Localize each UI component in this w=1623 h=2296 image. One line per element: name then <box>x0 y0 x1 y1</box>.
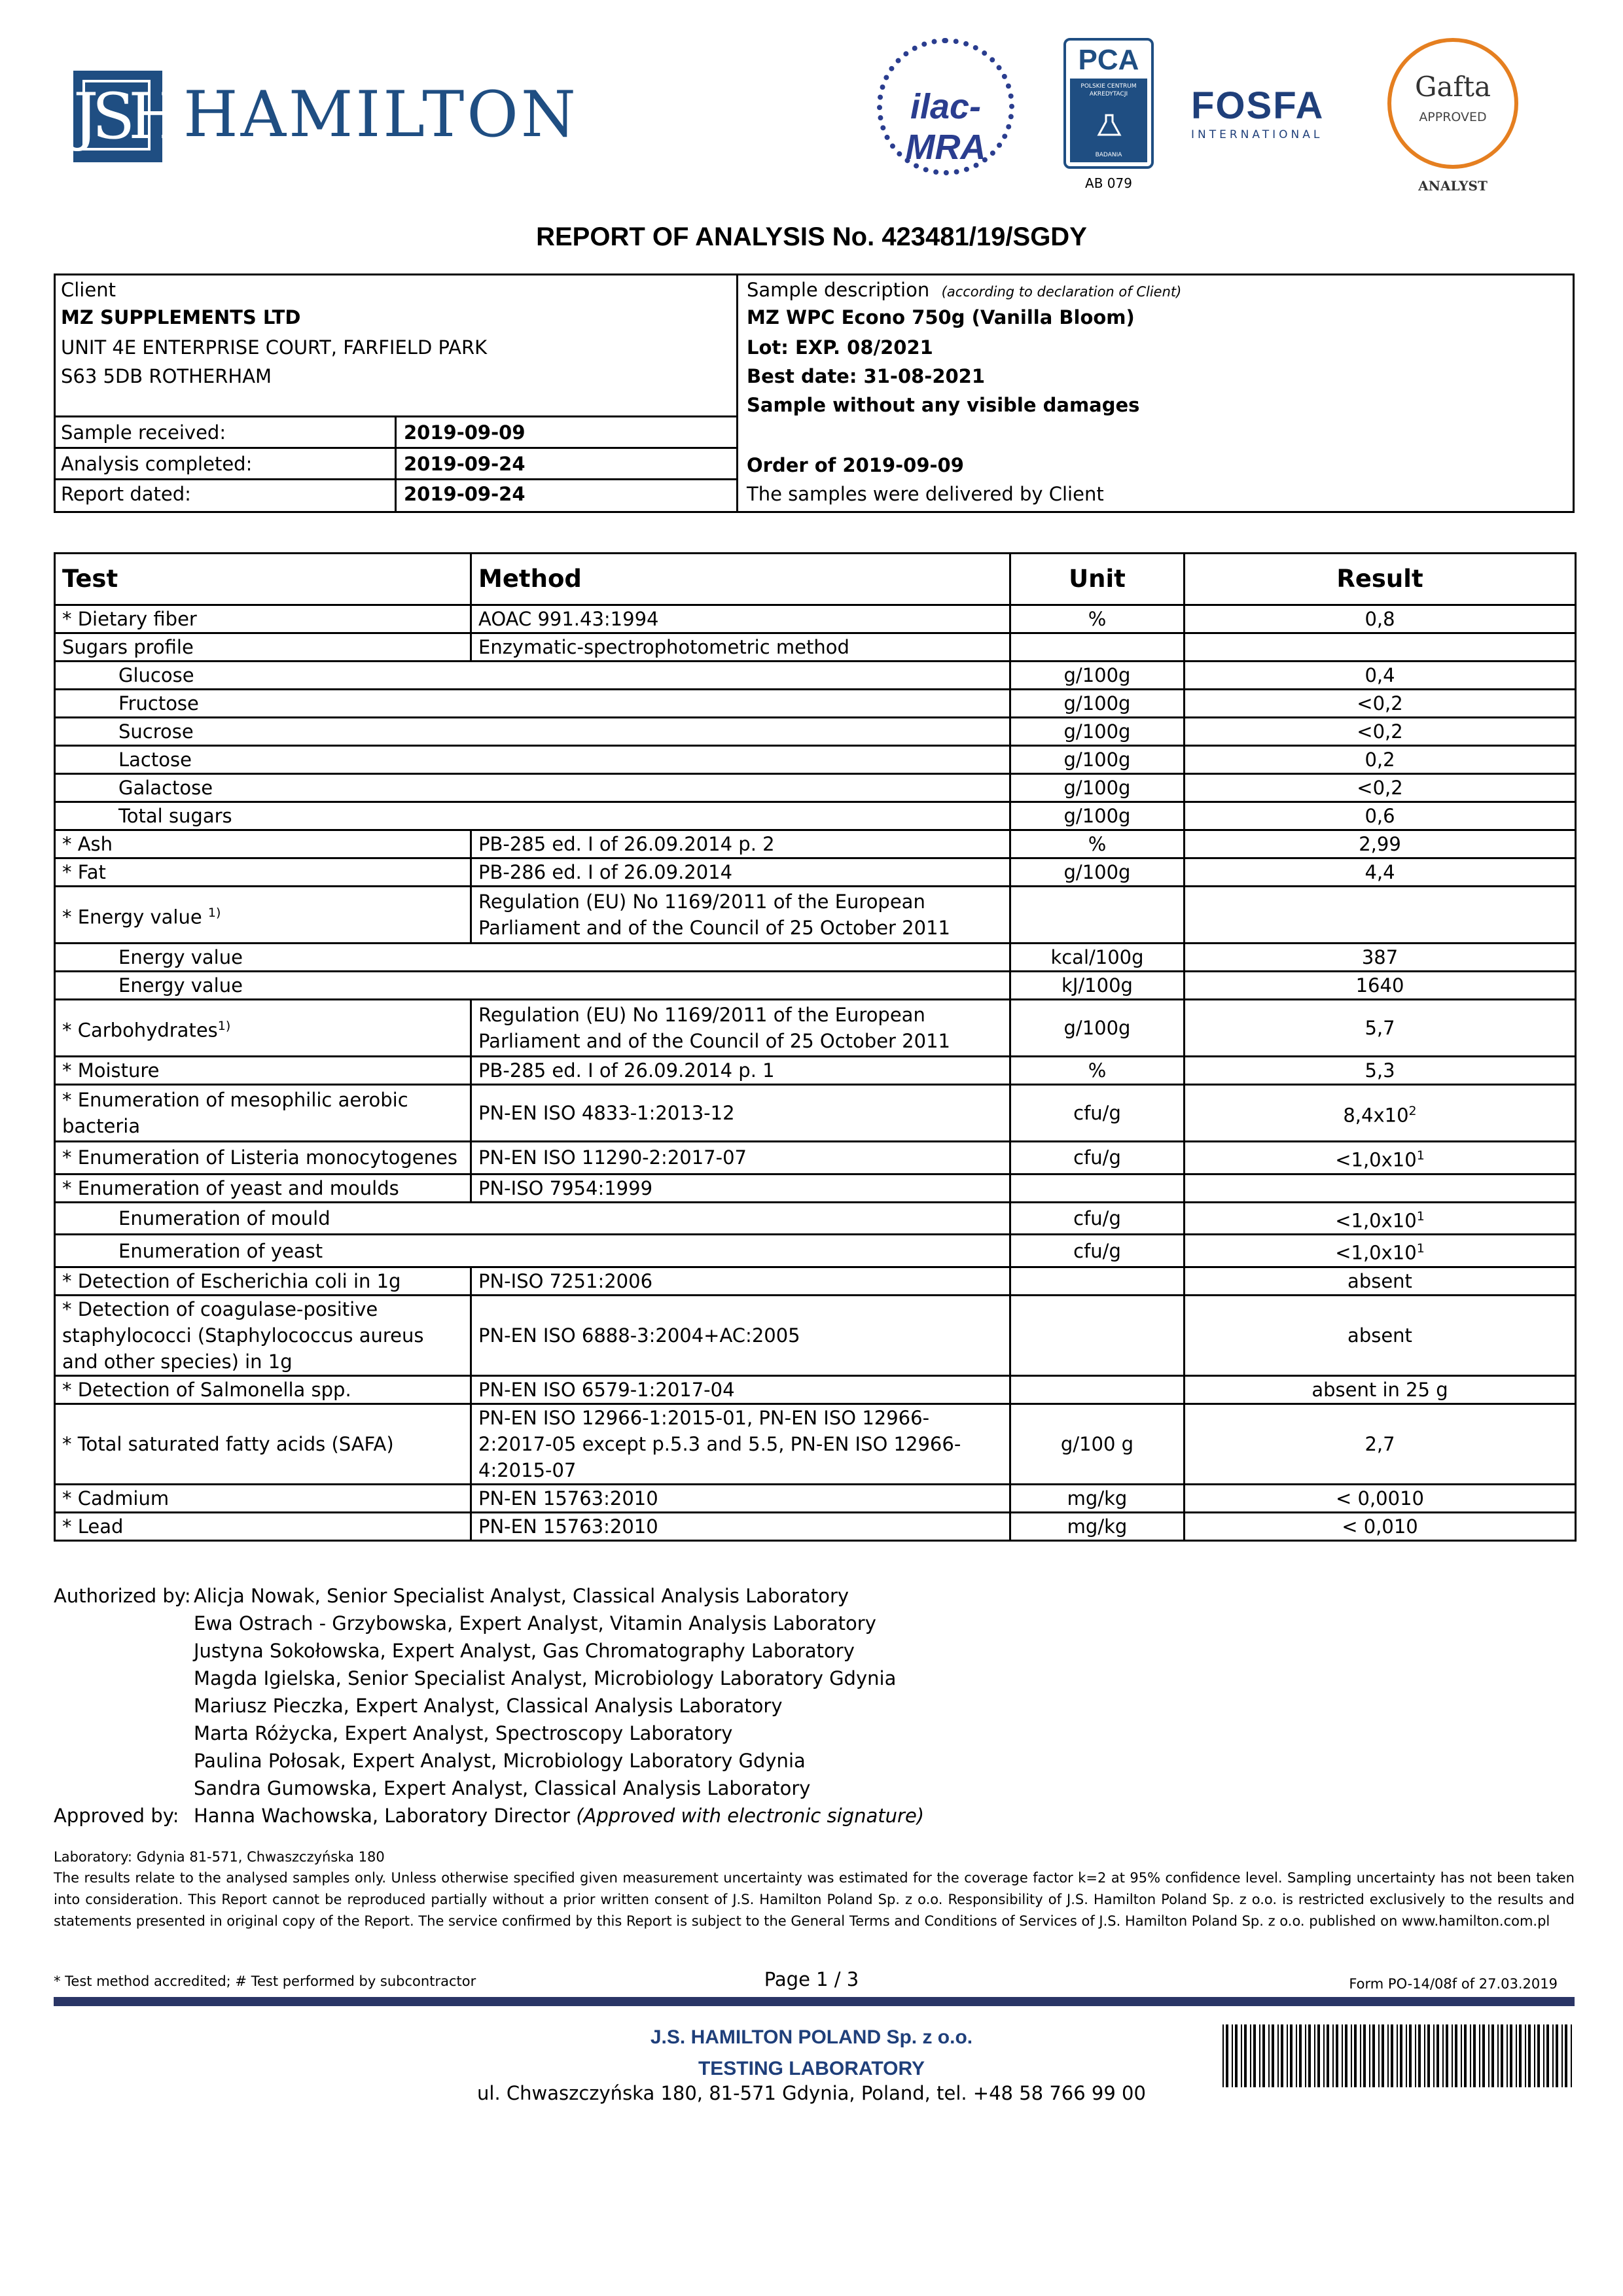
sample-lot: Lot: EXP. 08/2021 <box>747 336 933 359</box>
table-row <box>55 1512 1576 1540</box>
barcode-bar <box>1406 2024 1407 2087</box>
cell-method: PN-EN ISO 4833-1:2013-12 <box>471 1085 1010 1142</box>
barcode-bar <box>1464 2024 1467 2087</box>
authorized-label: Authorized by: <box>54 1585 191 1607</box>
authorized-person: Paulina Połosak, Expert Analyst, Microbiology Laboratory Gdynia <box>194 1750 806 1772</box>
barcode-bar <box>1391 2024 1393 2087</box>
barcode-bar <box>1305 2024 1306 2087</box>
cell-test: Enumeration of yeast <box>55 1235 1010 1267</box>
hamilton-logo <box>73 71 177 162</box>
cell-method: Enzymatic-spectrophotometric method <box>471 633 1010 662</box>
table-row <box>55 1142 1576 1174</box>
cell-unit: mg/kg <box>1010 1484 1185 1512</box>
cell-test: Enumeration of mould <box>55 1202 1010 1235</box>
cell-method: PN-EN ISO 6579-1:2017-04 <box>471 1375 1010 1404</box>
barcode-bar <box>1332 2024 1334 2087</box>
sample-note: (according to declaration of Client) <box>941 284 1182 300</box>
table-row <box>55 1174 1576 1202</box>
cell-unit: cfu/g <box>1010 1085 1185 1142</box>
barcode-bar <box>1546 2024 1549 2087</box>
barcode-bar <box>1226 2024 1228 2087</box>
cell-method: PN-EN 15763:2010 <box>471 1484 1010 1512</box>
barcode-bar <box>1442 2024 1444 2087</box>
pca-logo <box>1063 38 1154 169</box>
cell-test: * Enumeration of yeast and moulds <box>55 1174 471 1202</box>
barcode-bar <box>1259 2024 1260 2087</box>
barcode-bar <box>1253 2024 1256 2087</box>
barcode-bar <box>1433 2024 1435 2087</box>
barcode-bar <box>1372 2024 1375 2087</box>
authorized-person: Mariusz Pieczka, Expert Analyst, Classical Analysis Laboratory <box>194 1695 783 1717</box>
info-box <box>54 274 1575 513</box>
exponent: 1 <box>1416 1241 1425 1256</box>
table-row <box>55 633 1576 662</box>
cell-result <box>1185 1235 1576 1267</box>
barcode-bar <box>1222 2024 1224 2087</box>
gafta-name: Gafta <box>1414 71 1491 103</box>
gafta-approved: APPROVED <box>1419 110 1487 124</box>
cell-result: 0,6 <box>1185 802 1576 830</box>
company-line: J.S. HAMILTON POLAND Sp. z o.o. <box>650 2026 973 2048</box>
cell-result: absent <box>1185 1267 1576 1295</box>
cell-unit: cfu/g <box>1010 1142 1185 1174</box>
cell-result: < 0,0010 <box>1185 1484 1576 1512</box>
cell-result: 5,3 <box>1185 1057 1576 1085</box>
client-label: Client <box>61 279 116 301</box>
cell-test: * Total saturated fatty acids (SAFA) <box>55 1404 471 1484</box>
cell-test-text: * Carbohydrates <box>62 1019 218 1042</box>
table-row <box>55 1235 1576 1267</box>
cell-method: Regulation (EU) No 1169/2011 of the European Parliament and of the Council of 25 October 2011 <box>471 1000 1010 1057</box>
approved-note: (Approved with electronic signature) <box>576 1805 925 1827</box>
fosfa-sub: INTERNATIONAL <box>1191 128 1323 141</box>
table-row <box>55 1000 1576 1057</box>
barcode-bar <box>1561 2024 1563 2087</box>
barcode <box>1222 2024 1575 2087</box>
cell-unit: g/100g <box>1010 774 1185 802</box>
table-row <box>55 972 1576 1000</box>
table-header-row <box>55 554 1576 605</box>
cell-method: Regulation (EU) No 1169/2011 of the European Parliament and of the Council of 25 October 2011 <box>471 887 1010 944</box>
cell-test: * Dietary fiber <box>55 605 471 633</box>
pca-body <box>1070 79 1147 162</box>
barcode-bar <box>1519 2024 1522 2087</box>
dated-date: 2019-09-24 <box>404 483 526 505</box>
cell-test: Galactose <box>55 774 1010 802</box>
header-result: Result <box>1185 554 1576 605</box>
pca-badania: BADANIA <box>1095 152 1122 158</box>
barcode-bar <box>1470 2024 1471 2087</box>
barcode-bar <box>1232 2024 1233 2087</box>
barcode-bar <box>1534 2024 1535 2087</box>
footer-bar <box>54 1997 1575 2006</box>
cell-test: * Enumeration of mesophilic aerobic bacteria <box>55 1085 471 1142</box>
result-value: 8,4x10 <box>1343 1104 1409 1127</box>
barcode-bar <box>1317 2024 1320 2087</box>
barcode-bar <box>1250 2024 1251 2087</box>
cell-test-text: * Energy value <box>62 906 202 928</box>
cell-test: * Detection of coagulase-positive staphylococci (Staphylococcus aureus and other species) in 1g <box>55 1295 471 1375</box>
cell-unit: g/100 g <box>1010 1404 1185 1484</box>
cell-result: <0,2 <box>1185 718 1576 746</box>
table-row <box>55 1375 1576 1404</box>
cell-method: PN-EN 15763:2010 <box>471 1512 1010 1540</box>
cell-result: 2,99 <box>1185 830 1576 858</box>
barcode-bar <box>1525 2024 1526 2087</box>
table-row <box>55 830 1576 858</box>
ilac-mra-logo <box>877 38 1014 175</box>
cell-test: * Ash <box>55 830 471 858</box>
barcode-bar <box>1571 2024 1572 2087</box>
cell-unit <box>1010 1174 1185 1202</box>
barcode-bar <box>1491 2024 1494 2087</box>
barcode-bar <box>1342 2024 1343 2087</box>
table-row <box>55 1057 1576 1085</box>
cell-method: PB-285 ed. I of 26.09.2014 p. 1 <box>471 1057 1010 1085</box>
barcode-bar <box>1415 2024 1416 2087</box>
client-address2: S63 5DB ROTHERHAM <box>61 365 272 387</box>
cell-unit <box>1010 1295 1185 1375</box>
cell-method: PN-ISO 7954:1999 <box>471 1174 1010 1202</box>
pca-code: AB 079 <box>1085 175 1132 191</box>
cell-method: PN-EN ISO 6888-3:2004+AC:2005 <box>471 1295 1010 1375</box>
cell-result: 0,2 <box>1185 746 1576 774</box>
cell-unit: g/100g <box>1010 662 1185 690</box>
barcode-bar <box>1473 2024 1476 2087</box>
cell-unit: g/100g <box>1010 802 1185 830</box>
barcode-bar <box>1488 2024 1489 2087</box>
approved-person <box>194 1802 924 1829</box>
barcode-bar <box>1455 2024 1457 2087</box>
cell-result <box>1185 633 1576 662</box>
barcode-bar <box>1409 2024 1412 2087</box>
dates-divider <box>395 415 397 511</box>
result-value: <1,0x10 <box>1335 1148 1417 1171</box>
exponent: 1 <box>1416 1209 1425 1224</box>
table-row <box>55 1404 1576 1484</box>
cell-test: Fructose <box>55 690 1010 718</box>
cell-test: * Lead <box>55 1512 471 1540</box>
header-test: Test <box>55 554 471 605</box>
exponent: 1 <box>1416 1148 1425 1163</box>
laboratory-line: Laboratory: Gdynia 81-571, Chwaszczyńska 180 <box>54 1849 385 1865</box>
table-row <box>55 774 1576 802</box>
table-row <box>55 746 1576 774</box>
barcode-bar <box>1528 2024 1531 2087</box>
cell-result: 2,7 <box>1185 1404 1576 1484</box>
client-address1: UNIT 4E ENTERPRISE COURT, FARFIELD PARK <box>61 336 488 359</box>
gafta-analyst: ANALYST <box>1418 178 1488 194</box>
cell-test: * Fat <box>55 858 471 887</box>
cell-unit: kcal/100g <box>1010 944 1185 972</box>
table-row <box>55 887 1576 944</box>
barcode-bar <box>1360 2024 1361 2087</box>
sample-condition: Sample without any visible damages <box>747 394 1140 416</box>
cell-unit <box>1010 1267 1185 1295</box>
table-row <box>55 718 1576 746</box>
barcode-bar <box>1287 2024 1288 2087</box>
cell-result: 387 <box>1185 944 1576 972</box>
cell-result <box>1185 887 1576 944</box>
cell-method: PN-EN ISO 12966-1:2015-01, PN-EN ISO 12966-2:2017-05 except p.5.3 and 5.5, PN-EN ISO 12966-4:2015-07 <box>471 1404 1010 1484</box>
dated-label: Report dated: <box>61 483 191 505</box>
barcode-bar <box>1363 2024 1366 2087</box>
exponent: 2 <box>1408 1103 1417 1118</box>
barcode-bar <box>1290 2024 1293 2087</box>
barcode-bar <box>1418 2024 1421 2087</box>
header-method: Method <box>471 554 1010 605</box>
logo-monogram: JSH <box>73 80 177 153</box>
fosfa-name: FOSFA <box>1191 84 1325 127</box>
barcode-bar <box>1382 2024 1384 2087</box>
barcode-bar <box>1387 2024 1389 2087</box>
barcode-bar <box>1507 2024 1508 2087</box>
sample-best-date: Best date: 31-08-2021 <box>747 365 986 387</box>
flask-icon <box>1096 114 1122 137</box>
cell-result <box>1185 1174 1576 1202</box>
cell-test: Sucrose <box>55 718 1010 746</box>
cell-unit: g/100g <box>1010 718 1185 746</box>
barcode-bar <box>1262 2024 1265 2087</box>
barcode-bar <box>1299 2024 1302 2087</box>
authorized-person: Justyna Sokołowska, Expert Analyst, Gas Chromatography Laboratory <box>194 1640 855 1662</box>
cell-result <box>1185 1202 1576 1235</box>
header-unit: Unit <box>1010 554 1185 605</box>
cell-result: 5,7 <box>1185 1000 1576 1057</box>
sample-label-text: Sample description <box>747 279 930 301</box>
cell-unit: g/100g <box>1010 858 1185 887</box>
cell-unit: kJ/100g <box>1010 972 1185 1000</box>
barcode-bar <box>1537 2024 1540 2087</box>
barcode-bar <box>1424 2024 1425 2087</box>
cell-result: 1640 <box>1185 972 1576 1000</box>
table-row <box>55 802 1576 830</box>
cell-test: Energy value <box>55 972 1010 1000</box>
accreditation-legend: * Test method accredited; # Test performed by subcontractor <box>54 1973 476 1989</box>
cell-test: * Detection of Salmonella spp. <box>55 1375 471 1404</box>
order-date: Order of 2019-09-09 <box>747 454 964 476</box>
barcode-bar <box>1497 2024 1499 2087</box>
authorized-person: Marta Różycka, Expert Analyst, Spectroscopy Laboratory <box>194 1722 733 1744</box>
cell-test: * Cadmium <box>55 1484 471 1512</box>
barcode-bar <box>1351 2024 1352 2087</box>
ilac-mra-text: ilac-MRA <box>905 87 986 167</box>
barcode-bar <box>1369 2024 1370 2087</box>
authorized-person: Magda Igielska, Senior Specialist Analyst, Microbiology Laboratory Gdynia <box>194 1667 897 1689</box>
barcode-bar <box>1378 2024 1380 2087</box>
barcode-bar <box>1281 2024 1283 2087</box>
cell-test: Glucose <box>55 662 1010 690</box>
info-divider <box>736 275 738 511</box>
cell-unit: % <box>1010 605 1185 633</box>
barcode-bar <box>1543 2024 1544 2087</box>
cell-unit: cfu/g <box>1010 1235 1185 1267</box>
cell-unit: g/100g <box>1010 690 1185 718</box>
cell-method: PN-EN ISO 11290-2:2017-07 <box>471 1142 1010 1174</box>
cell-unit: g/100g <box>1010 1000 1185 1057</box>
cell-result: absent in 25 g <box>1185 1375 1576 1404</box>
approved-name: Hanna Wachowska, Laboratory Director <box>194 1805 570 1827</box>
fosfa-logo <box>1191 85 1335 141</box>
disclaimer: The results relate to the analysed samples only. Unless otherwise specified given measurement uncertainty was estimated for the coverage factor k=2 at 95% confidence level. Sampling uncertainty has not been taken into consideration. This Report cannot be reproduced partially without a prior written consent of J.S. Hamilton Poland Sp. z o.o. Responsibility of J.S. Hamilton Poland Sp. z o.o. is restricted exclusively to the results and statements presented in original copy of the Report. The service confirmed by this Report is subject to the General Terms and Conditions of Services of J.S. Hamilton Poland Sp. z o.o. published on www.hamilton.com.pl <box>54 1870 1575 1929</box>
delivery-note: The samples were delivered by Client <box>747 483 1104 505</box>
cell-unit: mg/kg <box>1010 1512 1185 1540</box>
cell-test: * Enumeration of Listeria monocytogenes <box>55 1142 471 1174</box>
footnote-mark: 1) <box>207 905 221 920</box>
cell-test: * Moisture <box>55 1057 471 1085</box>
cell-result: <0,2 <box>1185 774 1576 802</box>
cell-result <box>1185 1142 1576 1174</box>
cell-unit: % <box>1010 830 1185 858</box>
cell-test <box>55 887 471 944</box>
cell-result: 0,4 <box>1185 662 1576 690</box>
table-row <box>55 1085 1576 1142</box>
cell-result <box>1185 1085 1576 1142</box>
form-number: Form PO-14/08f of 27.03.2019 <box>1349 1976 1558 1992</box>
barcode-bar <box>1452 2024 1453 2087</box>
dates-line-2 <box>56 447 738 449</box>
approved-label: Approved by: <box>54 1805 179 1827</box>
barcode-bar <box>1436 2024 1439 2087</box>
cell-method: PB-286 ed. I of 26.09.2014 <box>471 858 1010 887</box>
brand-name: HAMILTON <box>183 78 579 151</box>
cell-unit: g/100g <box>1010 746 1185 774</box>
barcode-bar <box>1556 2024 1558 2087</box>
barcode-bar <box>1501 2024 1503 2087</box>
barcode-bar <box>1552 2024 1554 2087</box>
cell-method: AOAC 991.43:1994 <box>471 605 1010 633</box>
barcode-bar <box>1345 2024 1347 2087</box>
pca-sub: POLSKIE CENTRUM AKREDYTACJI <box>1080 83 1137 97</box>
cell-result: < 0,010 <box>1185 1512 1576 1540</box>
cell-unit: cfu/g <box>1010 1202 1185 1235</box>
pca-name: PCA <box>1078 44 1139 76</box>
cell-unit: % <box>1010 1057 1185 1085</box>
barcode-bar <box>1336 2024 1338 2087</box>
table-row <box>55 1295 1576 1375</box>
cell-test: Lactose <box>55 746 1010 774</box>
barcode-bar <box>1354 2024 1357 2087</box>
cell-test: * Detection of Escherichia coli in 1g <box>55 1267 471 1295</box>
table-row <box>55 1484 1576 1512</box>
cell-result: absent <box>1185 1295 1576 1375</box>
table-row <box>55 690 1576 718</box>
dates-top-line <box>56 415 738 417</box>
cell-unit <box>1010 633 1185 662</box>
authorized-person: Alicja Nowak, Senior Specialist Analyst, Classical Analysis Laboratory <box>194 1585 849 1607</box>
cell-result: 0,8 <box>1185 605 1576 633</box>
cell-result: <0,2 <box>1185 690 1576 718</box>
barcode-bar <box>1241 2024 1242 2087</box>
completed-date: 2019-09-24 <box>404 453 526 475</box>
completed-label: Analysis completed: <box>61 453 253 475</box>
cell-unit <box>1010 1375 1185 1404</box>
table-row <box>55 662 1576 690</box>
barcode-bar <box>1314 2024 1315 2087</box>
footnote-mark: 1) <box>217 1018 231 1033</box>
gafta-logo <box>1387 38 1518 169</box>
cell-test: Energy value <box>55 944 1010 972</box>
client-name: MZ SUPPLEMENTS LTD <box>61 306 301 328</box>
barcode-bar <box>1482 2024 1485 2087</box>
authorized-person: Ewa Ostrach - Grzybowska, Expert Analyst, Vitamin Analysis Laboratory <box>194 1612 876 1634</box>
barcode-bar <box>1510 2024 1512 2087</box>
results-table <box>54 552 1577 1542</box>
authorized-person: Sandra Gumowska, Expert Analyst, Classical Analysis Laboratory <box>194 1777 811 1799</box>
cell-test <box>55 1000 471 1057</box>
report-title: REPORT OF ANALYSIS No. 423481/19/SGDY <box>536 222 1087 251</box>
barcode-bar <box>1235 2024 1238 2087</box>
cell-method: PB-285 ed. I of 26.09.2014 p. 2 <box>471 830 1010 858</box>
table-row <box>55 944 1576 972</box>
result-value: <1,0x10 <box>1335 1241 1417 1264</box>
table-row <box>55 1267 1576 1295</box>
barcode-bar <box>1277 2024 1279 2087</box>
barcode-bar <box>1516 2024 1517 2087</box>
table-row <box>55 858 1576 887</box>
received-label: Sample received: <box>61 421 226 444</box>
barcode-bar <box>1397 2024 1398 2087</box>
table-row <box>55 605 1576 633</box>
barcode-bar <box>1268 2024 1270 2087</box>
barcode-bar <box>1272 2024 1274 2087</box>
barcode-bar <box>1308 2024 1311 2087</box>
cell-test: Total sugars <box>55 802 1010 830</box>
received-date: 2019-09-09 <box>404 421 526 444</box>
barcode-bar <box>1479 2024 1480 2087</box>
barcode-bar <box>1461 2024 1462 2087</box>
lab-line: TESTING LABORATORY <box>698 2058 925 2079</box>
sample-name: MZ WPC Econo 750g (Vanilla Bloom) <box>747 306 1135 328</box>
cell-unit <box>1010 887 1185 944</box>
company-address: ul. Chwaszczyńska 180, 81-571 Gdynia, Poland, tel. +48 58 766 99 00 <box>477 2082 1146 2104</box>
cell-test: Sugars profile <box>55 633 471 662</box>
barcode-bar <box>1244 2024 1247 2087</box>
table-row <box>55 1202 1576 1235</box>
sample-label <box>747 275 1181 306</box>
page-number: Page 1 / 3 <box>764 1968 859 1990</box>
cell-method: PN-ISO 7251:2006 <box>471 1267 1010 1295</box>
barcode-bar <box>1323 2024 1325 2087</box>
barcode-bar <box>1427 2024 1430 2087</box>
barcode-bar <box>1446 2024 1448 2087</box>
result-value: <1,0x10 <box>1335 1209 1417 1232</box>
barcode-bar <box>1565 2024 1567 2087</box>
cell-result: 4,4 <box>1185 858 1576 887</box>
barcode-bar <box>1400 2024 1402 2087</box>
barcode-bar <box>1296 2024 1297 2087</box>
barcode-bar <box>1327 2024 1329 2087</box>
